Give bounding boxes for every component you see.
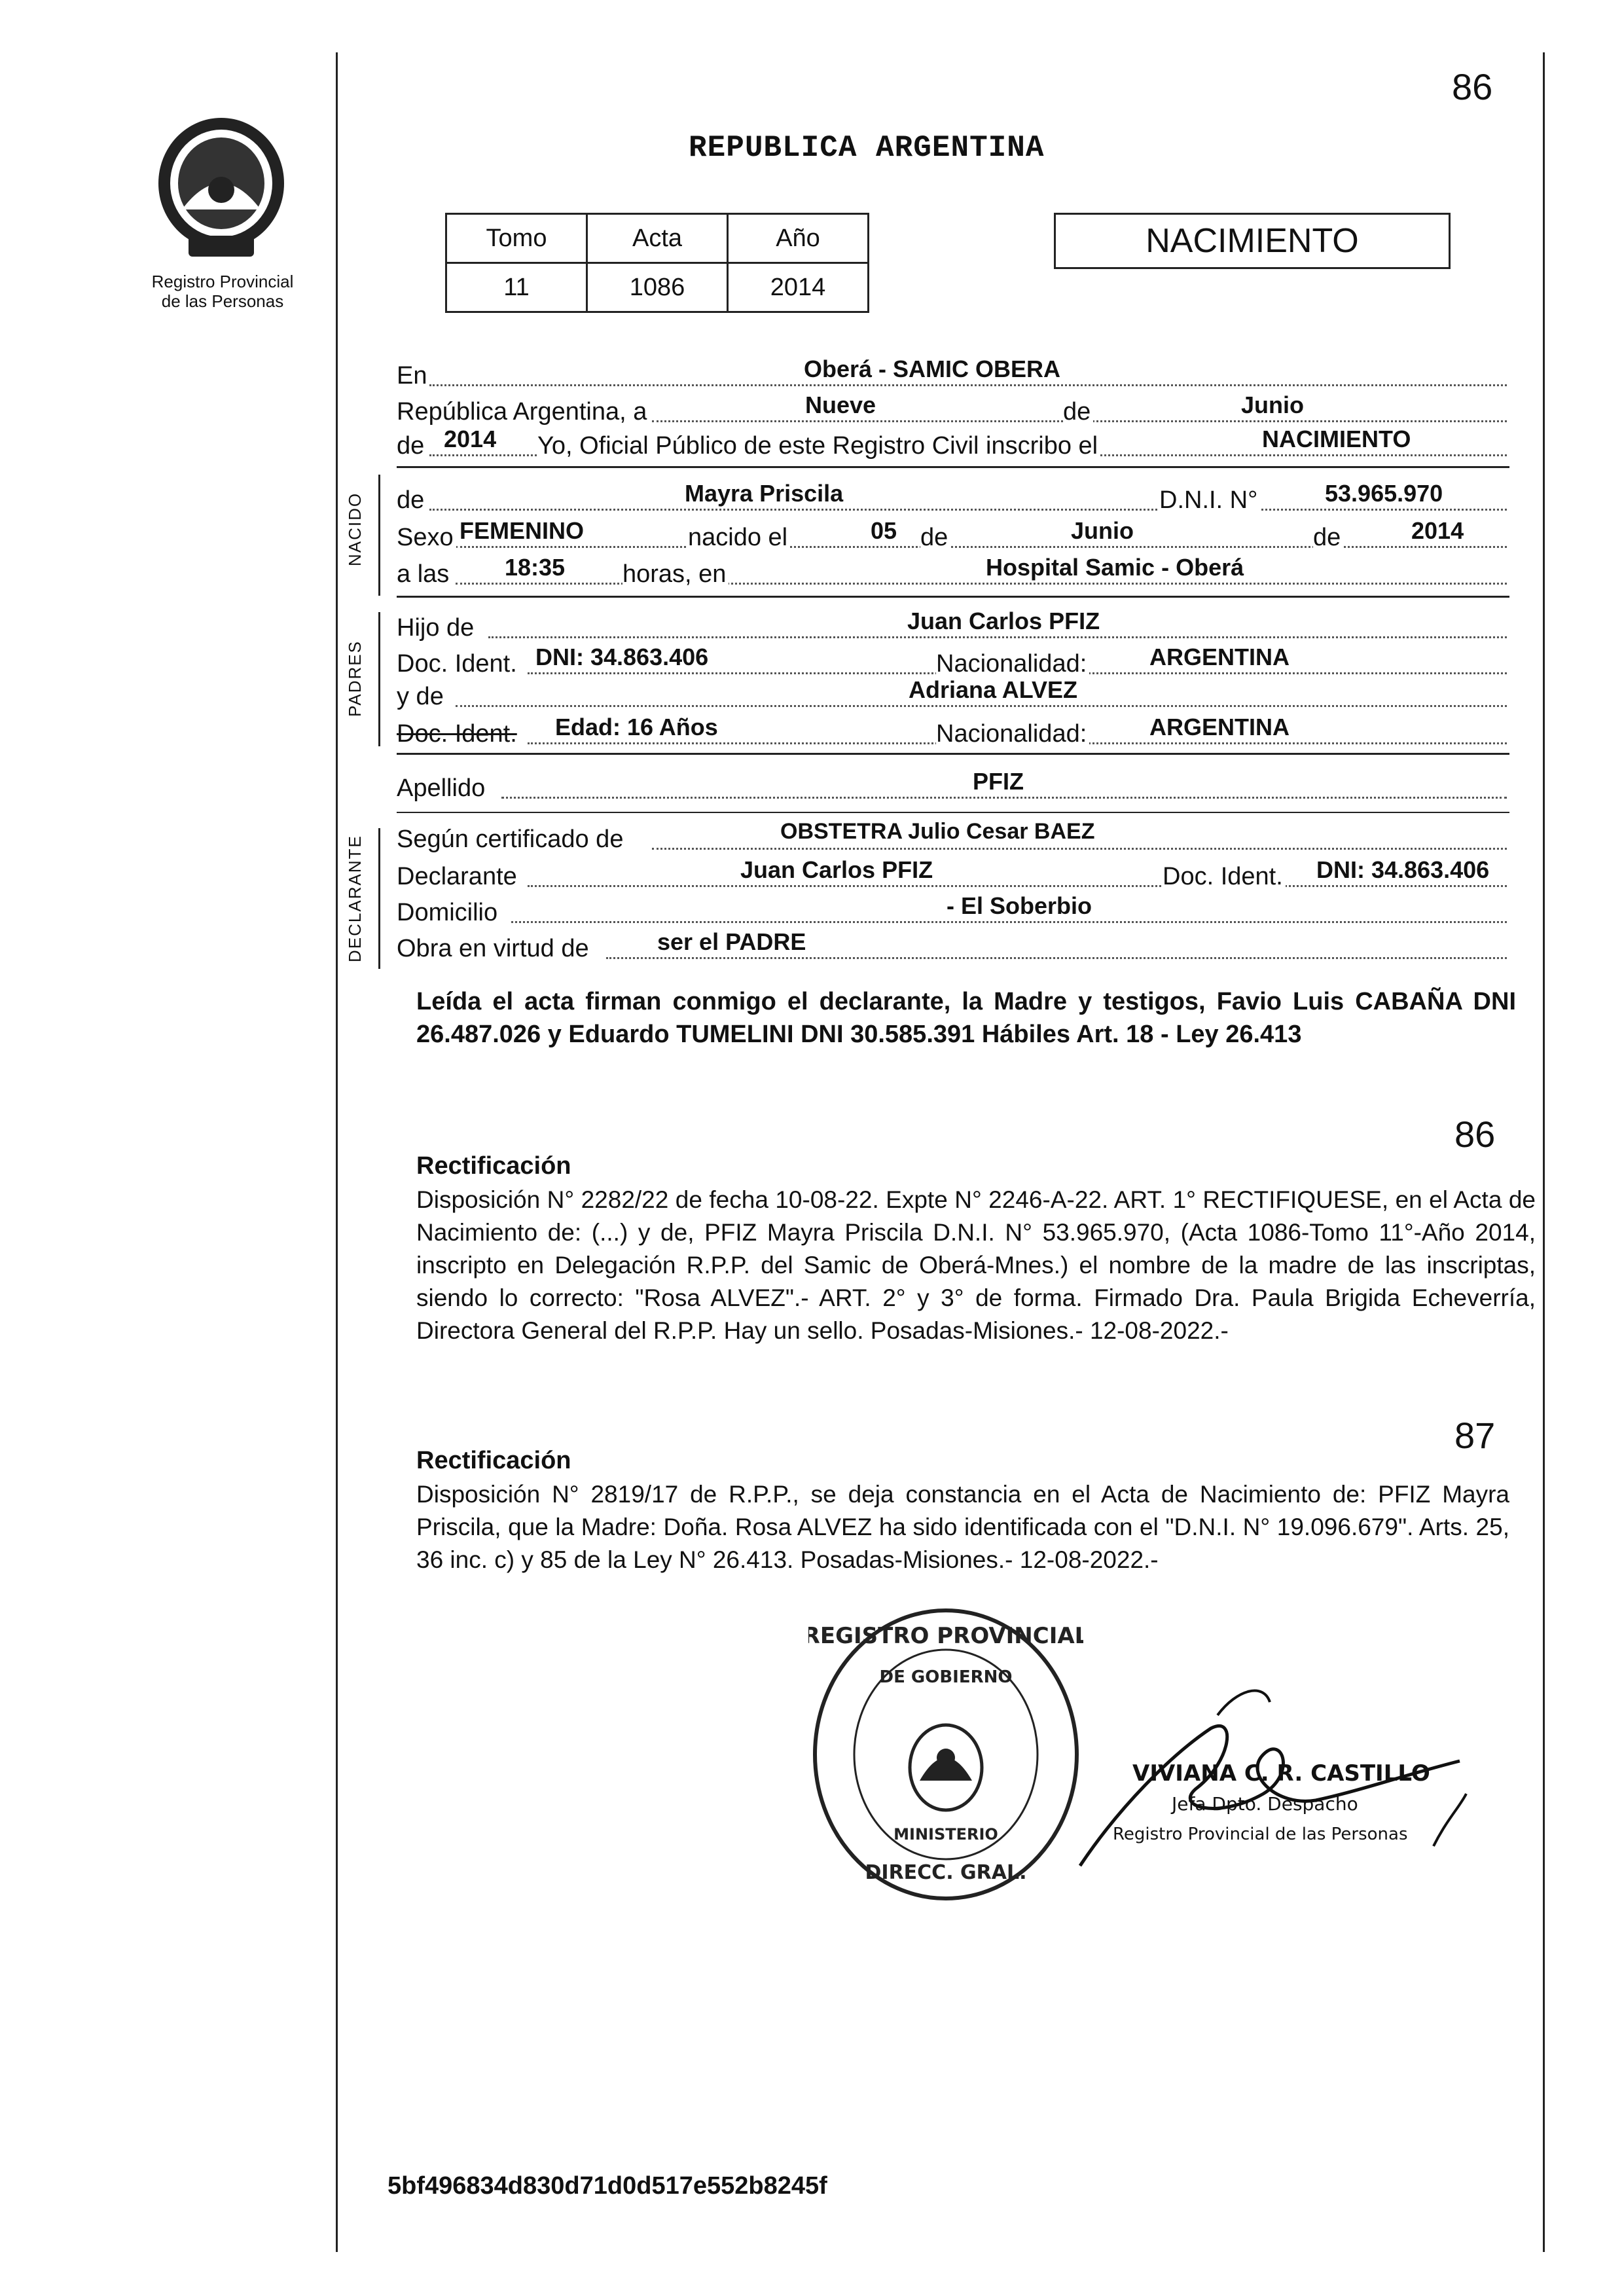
day-value: Nueve	[805, 391, 876, 418]
oficial-text: Yo, Oficial Público de este Registro Civil inscribo el	[537, 432, 1100, 460]
padres-bracket	[378, 612, 380, 746]
madre-nacionalidad-label: Nacionalidad:	[936, 720, 1089, 748]
document-hash: 5bf496834d830d71d0d517e552b8245f	[388, 2172, 827, 2200]
de-label: de	[1063, 398, 1093, 426]
madre-doc-label-struck: Doc. Ident.	[397, 720, 520, 748]
nacido-de2-label: de	[1313, 524, 1343, 552]
row-nombre	[397, 481, 1509, 515]
declarante-value: Juan Carlos PFIZ	[740, 856, 933, 883]
row-hijo	[397, 609, 1509, 643]
inscribo-value: NACIMIENTO	[1262, 426, 1411, 452]
padre-doc-value: DNI: 34.863.406	[535, 644, 709, 670]
republica-label: República Argentina, a	[397, 398, 649, 426]
row-obra	[397, 930, 1509, 964]
row-apellido	[397, 769, 1509, 803]
obra-label: Obra en virtud de	[397, 935, 592, 963]
padres-side-label: PADRES	[345, 640, 365, 717]
rectification-1-body: Disposición N° 2282/22 de fecha 10-08-22. Expte N° 2246-A-22. ART. 1° RECTIFIQUESE, en el Acta de Nacimiento de: (...) y de, PFIZ Mayra Priscila D.N.I. N° 53.965.970, (Acta 1086-Tomo 11°-Año 2014, inscripto en Delegación R.P.P. del Samic de Oberá-Mnes.) el nombre de la madre de las inscriptas, siendo lo correcto: "Rosa ALVEZ".- ART. 2° y 3° de forma. Firmado Dra. Paula Brigida Echeverría, Directora General del R.P.P. Hay un sello. Posadas-Misiones.- 12-08-2022.-	[416, 1186, 1536, 1344]
svg-text:VIVIANA C. R. CASTILLO: VIVIANA C. R. CASTILLO	[1132, 1760, 1430, 1787]
lugar-value: Hospital Samic - Oberá	[986, 554, 1244, 581]
apellido-label: Apellido	[397, 774, 488, 803]
certificado-label: Según certificado de	[397, 826, 626, 854]
madre-nac-value: ARGENTINA	[1149, 714, 1290, 740]
country-title: REPUBLICA ARGENTINA	[689, 131, 1045, 165]
nacido-year: 2014	[1411, 517, 1464, 544]
anio-header: Año	[728, 214, 869, 263]
row-madre	[397, 678, 1509, 712]
divider-3	[397, 753, 1509, 755]
domicilio-label: Domicilio	[397, 899, 500, 927]
padre-nacionalidad-label: Nacionalidad:	[936, 650, 1089, 678]
row-declarante	[397, 858, 1509, 892]
record-type-box: NACIMIENTO	[1054, 213, 1451, 269]
rectification-2-body: Disposición N° 2819/17 de R.P.P., se deja constancia en el Acta de Nacimiento de: PFIZ Mayra Priscila, que la Madre: Doña. Rosa ALVEZ ha sido identificada con el "D.N.I. N° 19.096.679". Arts. 25, 36 inc. c) y 85 de la Ley N° 26.413. Posadas-Misiones.- 12-08-2022.-	[416, 1481, 1509, 1573]
logo-caption	[121, 272, 324, 311]
madre-value: Adriana ALVEZ	[909, 676, 1078, 703]
rectification-1-number: 86	[1454, 1114, 1496, 1155]
apellido-value: PFIZ	[973, 768, 1024, 795]
en-value: Oberá - SAMIC OBERA	[804, 355, 1061, 382]
page-number: 86	[1452, 66, 1493, 107]
tomo-header: Tomo	[446, 214, 587, 263]
closing-text: Leída el acta firman conmigo el declarante, la Madre y testigos, Favio Luis CABAÑA DNI 26.487.026 y Eduardo TUMELINI DNI 30.585.391 Hábiles Art. 18 - Ley 26.413	[416, 988, 1516, 1048]
row-oficial	[397, 427, 1509, 461]
dni-label: D.N.I. N°	[1159, 486, 1260, 515]
official-stamp	[808, 1604, 1083, 1905]
sexo-label: Sexo	[397, 524, 456, 552]
anio-value: 2014	[728, 263, 869, 312]
madre-edad-value: Edad: 16 Años	[555, 714, 718, 740]
svg-text:Registro Provincial de las Per: Registro Provincial de las Personas	[1113, 1825, 1408, 1844]
sexo-value: FEMENINO	[460, 517, 585, 544]
svg-text:DE GOBIERNO: DE GOBIERNO	[879, 1667, 1013, 1687]
alas-label: a las	[397, 560, 452, 589]
month-value: Junio	[1241, 391, 1304, 418]
year-label: de	[397, 432, 427, 460]
row-en	[397, 357, 1509, 391]
rectification-2-title: Rectificación	[416, 1447, 571, 1474]
nacido-bracket	[378, 475, 380, 596]
horas-label: horas, en	[623, 560, 729, 589]
obra-value: ser el PADRE	[657, 928, 806, 955]
divider-2	[397, 596, 1509, 598]
signature	[1067, 1676, 1492, 1885]
logo-caption-line1: Registro Provincial	[151, 272, 294, 291]
divider-4	[397, 812, 1509, 813]
en-label: En	[397, 362, 429, 390]
row-madre-doc	[397, 715, 1509, 749]
svg-text:REGISTRO PROVINCIAL: REGISTRO PROVINCIAL	[808, 1623, 1083, 1649]
svg-text:MINISTERIO: MINISTERIO	[893, 1825, 998, 1843]
decl-doc-label: Doc. Ident.	[1163, 863, 1286, 891]
year-value: 2014	[444, 426, 497, 452]
nacido-month: Junio	[1071, 517, 1134, 544]
row-padre-doc	[397, 645, 1509, 679]
de-name-label: de	[397, 486, 427, 515]
decl-doc-value: DNI: 34.863.406	[1316, 856, 1490, 883]
row-domicilio	[397, 894, 1509, 928]
rectification-1-title: Rectificación	[416, 1152, 571, 1180]
certificado-value: OBSTETRA Julio Cesar BAEZ	[780, 819, 1095, 844]
nacido-de-label: de	[920, 524, 950, 552]
tomo-value: 11	[446, 263, 587, 312]
rectification-2-number: 87	[1454, 1415, 1496, 1456]
row-republica	[397, 393, 1509, 427]
declarante-bracket	[378, 828, 380, 969]
domicilio-value: - El Soberbio	[947, 892, 1092, 919]
hijo-label: Hijo de	[397, 614, 477, 642]
nacido-day: 05	[871, 517, 897, 544]
row-hora	[397, 555, 1509, 589]
divider-1	[397, 466, 1509, 468]
registry-logo	[149, 111, 293, 268]
svg-text:Jefa Dpto. Despacho: Jefa Dpto. Despacho	[1172, 1793, 1358, 1815]
nacido-side-label: NACIDO	[345, 492, 365, 566]
logo-caption-line2: de las Personas	[161, 291, 284, 311]
hora-value: 18:35	[505, 554, 566, 581]
record-table	[445, 213, 869, 313]
svg-text:DIRECC. GRAL.: DIRECC. GRAL.	[865, 1861, 1027, 1884]
nacido-label: nacido el	[688, 524, 790, 552]
padre-value: Juan Carlos PFIZ	[907, 608, 1100, 634]
padre-docident-label: Doc. Ident.	[397, 650, 520, 678]
yde-label: y de	[397, 683, 446, 711]
padre-nac-value: ARGENTINA	[1149, 644, 1290, 670]
left-margin-line	[336, 52, 338, 2252]
row-certificado	[397, 820, 1509, 854]
right-margin-line	[1543, 52, 1545, 2252]
dni-value: 53.965.970	[1325, 480, 1443, 507]
declarante-label: Declarante	[397, 863, 520, 891]
row-sexo	[397, 518, 1509, 553]
name-value: Mayra Priscila	[685, 480, 844, 507]
acta-value: 1086	[587, 263, 728, 312]
declarante-side-label: DECLARANTE	[345, 835, 365, 962]
acta-header: Acta	[587, 214, 728, 263]
